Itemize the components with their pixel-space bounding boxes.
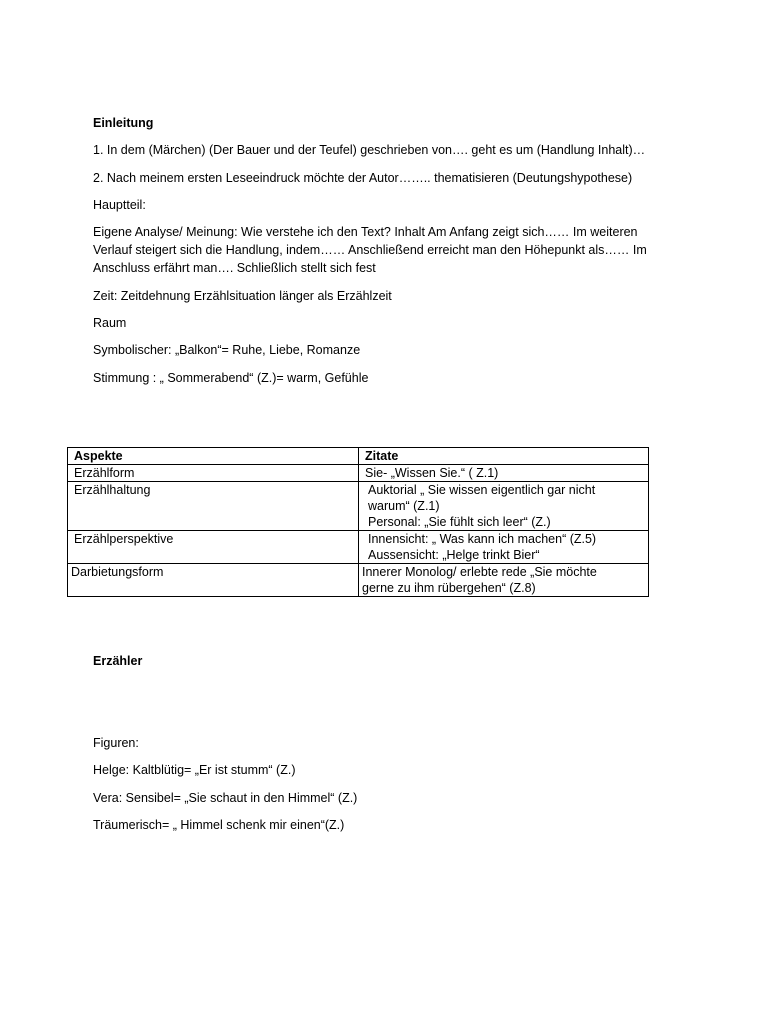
figures-label: Figuren: [93,736,139,750]
heading-erzaehler: Erzähler [93,654,143,668]
aspect-cell: Erzählhaltung [68,482,359,531]
table-header-row [68,448,649,465]
quote-line: Personal: „Sie fühlt sich leer“ (Z.) [368,515,551,529]
space-line: Raum [93,316,127,330]
quote-cell [359,482,649,531]
aspects-table [67,447,649,597]
quote-line: Innensicht: „ Was kann ich machen“ (Z.5) [368,532,597,546]
analysis-paragraph: Eigene Analyse/ Meinung: Wie verstehe ich den Text? Inhalt Am Anfang zeigt sich…… Im weiteren Verlauf steigert sich die Handlung, indem…… Anschließend erreicht man den Höhepunkt als…… Im Anschluss erfährt man…. Schließlich stellt sich fest [93,225,647,275]
quote-cell [359,564,649,597]
intro-line-1: 1. In dem (Märchen) (Der Bauer und der Teufel) geschrieben von…. geht es um (Handlung Inhalt)… [93,143,646,157]
aspect-cell: Darbietungsform [68,564,359,597]
quote-line: Sie- „Wissen Sie.“ ( Z.1) [365,466,499,480]
quote-line: gerne zu ihm rübergehen“ (Z.8) [362,581,536,595]
quote-line: Aussensicht: „Helge trinkt Bier“ [368,548,540,562]
quote-cell [359,465,649,482]
heading-einleitung: Einleitung [93,116,154,130]
quote-cell [359,531,649,564]
header-zitate: Zitate [359,448,649,465]
aspect-cell: Erzählperspektive [68,531,359,564]
header-aspekte: Aspekte [68,448,359,465]
heading-hauptteil: Hauptteil: [93,198,146,212]
vera-line: Vera: Sensibel= „Sie schaut in den Himmel“ (Z.) [93,791,358,805]
quote-line: Innerer Monolog/ erlebte rede „Sie möchte [362,565,597,579]
helge-line: Helge: Kaltblütig= „Er ist stumm“ (Z.) [93,763,296,777]
time-line: Zeit: Zeitdehnung Erzählsituation länger als Erzählzeit [93,289,392,303]
symbolic-line: Symbolischer: „Balkon“= Ruhe, Liebe, Romanze [93,343,361,357]
aspect-cell: Erzählform [68,465,359,482]
intro-line-2: 2. Nach meinem ersten Leseeindruck möchte der Autor…….. thematisieren (Deutungshypothese) [93,171,633,185]
table-row [68,564,649,597]
table-row [68,531,649,564]
mood-line: Stimmung : „ Sommerabend“ (Z.)= warm, Gefühle [93,371,369,385]
quote-line: warum“ (Z.1) [368,499,440,513]
quote-line: Auktorial „ Sie wissen eigentlich gar nicht [368,483,596,497]
table-row [68,465,649,482]
dreamy-line: Träumerisch= „ Himmel schenk mir einen“(Z.) [93,818,345,832]
table-row [68,482,649,531]
